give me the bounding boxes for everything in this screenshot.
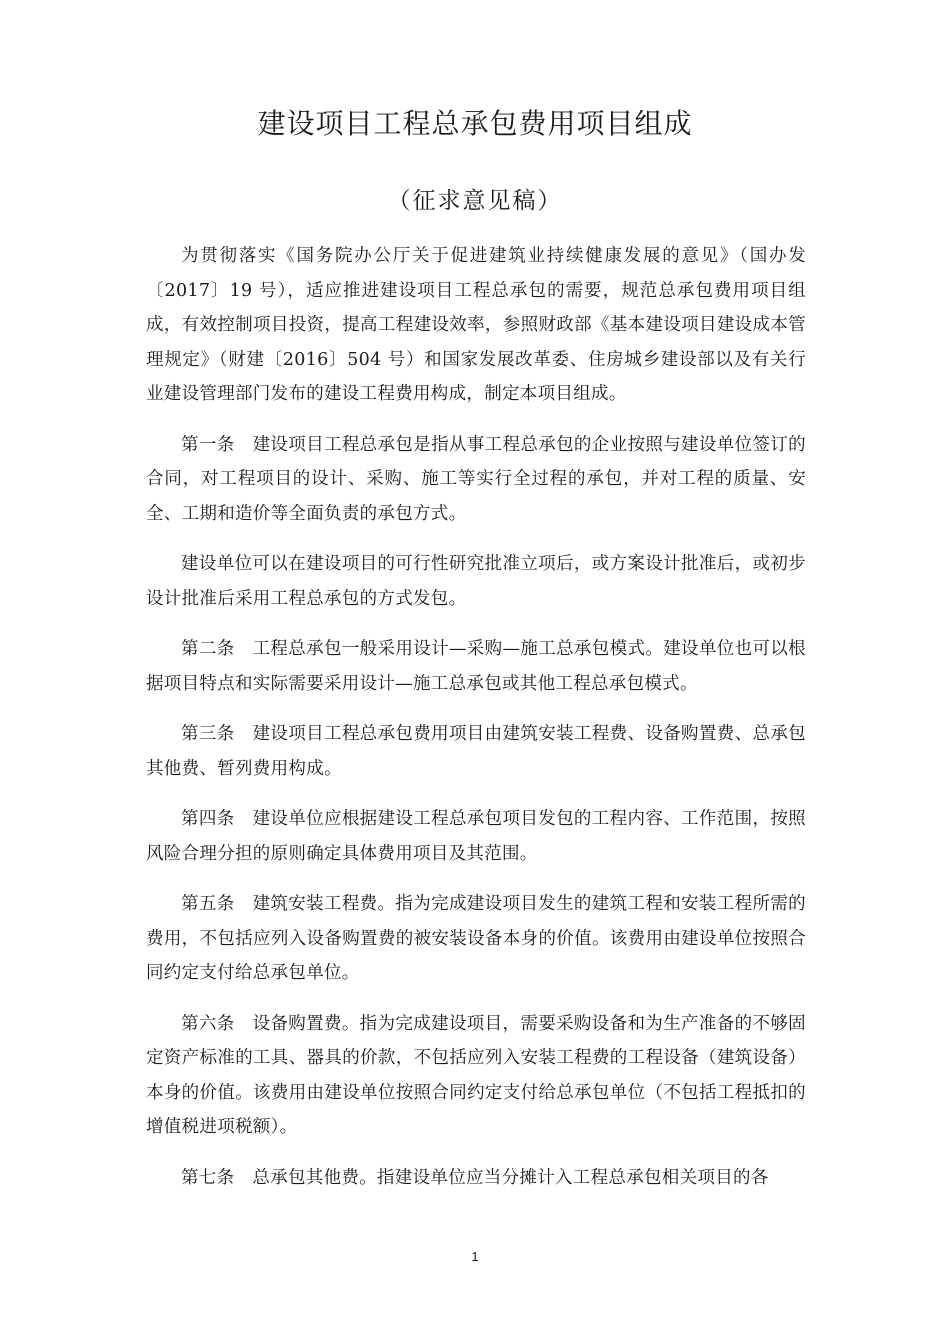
article-number: 第六条	[181, 1013, 235, 1034]
article-number: 第三条	[181, 724, 235, 744]
article-number: 第七条	[181, 1167, 235, 1188]
article-number: 第五条	[181, 894, 235, 914]
article-3	[146, 717, 806, 786]
article-1-supplement	[146, 547, 806, 616]
article-1	[146, 428, 806, 532]
article-7	[146, 1161, 806, 1196]
document-subtitle: （征求意见稿）	[387, 188, 563, 214]
article-number: 第一条	[181, 434, 235, 455]
preamble-paragraph: 为贯彻落实《国务院办公厅关于促进建筑业持续健康发展的意见》（国办发〔2017〕19 号），适应推进建设项目工程总承包的需要，规范总承包费用项目组成，有效控制项目投资，提高工程建设效率，参照财政部《基本建设项目建设成本管理规定》（财建〔2016〕504 号）和国家发展改革委、住房城乡建设部以及有关行业建设管理部门发布的建设工程费用构成，制定本项目组成。	[146, 246, 806, 404]
article-text: 建设单位可以在建设项目的可行性研究批准立项后，或方案设计批准后，或初步设计批准后采用工程总承包的方式发包。	[146, 554, 806, 609]
article-number: 第四条	[181, 809, 235, 829]
article-4	[146, 802, 806, 871]
article-number: 第二条	[181, 639, 235, 659]
article-text: 工程总承包一般采用设计—采购—施工总承包模式。建设单位也可以根据项目特点和实际需要采用设计—施工总承包或其他工程总承包模式。	[146, 639, 806, 694]
article-5	[146, 887, 806, 991]
article-6	[146, 1007, 806, 1145]
article-2	[146, 632, 806, 701]
article-text: 设备购置费。指为完成建设项目，需要采购设备和为生产准备的不够固定资产标准的工具、器具的价款，不包括应列入安装工程费的工程设备（建筑设备）本身的价值。该费用由建设单位按照合同约定支付给总承包单位（不包括工程抵扣的增值税进项税额）。	[146, 1013, 806, 1137]
document-title: 建设项目工程总承包费用项目组成	[257, 107, 693, 140]
article-text: 建设单位应根据建设工程总承包项目发包的工程内容、工作范围，按照风险合理分担的原则确定具体费用项目及其范围。	[146, 809, 806, 864]
article-text: 建设项目工程总承包是指从事工程总承包的企业按照与建设单位签订的合同，对工程项目的设计、采购、施工等实行全过程的承包，并对工程的质量、安全、工期和造价等全面负责的承包方式。	[146, 434, 806, 524]
article-text: 总承包其他费。指建设单位应当分摊计入工程总承包相关项目的各	[252, 1167, 769, 1188]
article-text: 建设项目工程总承包费用项目由建筑安装工程费、设备购置费、总承包其他费、暂列费用构成。	[146, 724, 806, 779]
article-text: 建筑安装工程费。指为完成建设项目发生的建筑工程和安装工程所需的费用，不包括应列入设备购置费的被安装设备本身的价值。该费用由建设单位按照合同约定支付给总承包单位。	[146, 894, 806, 983]
document-body	[146, 239, 806, 1211]
page-number: 1	[471, 1249, 479, 1264]
